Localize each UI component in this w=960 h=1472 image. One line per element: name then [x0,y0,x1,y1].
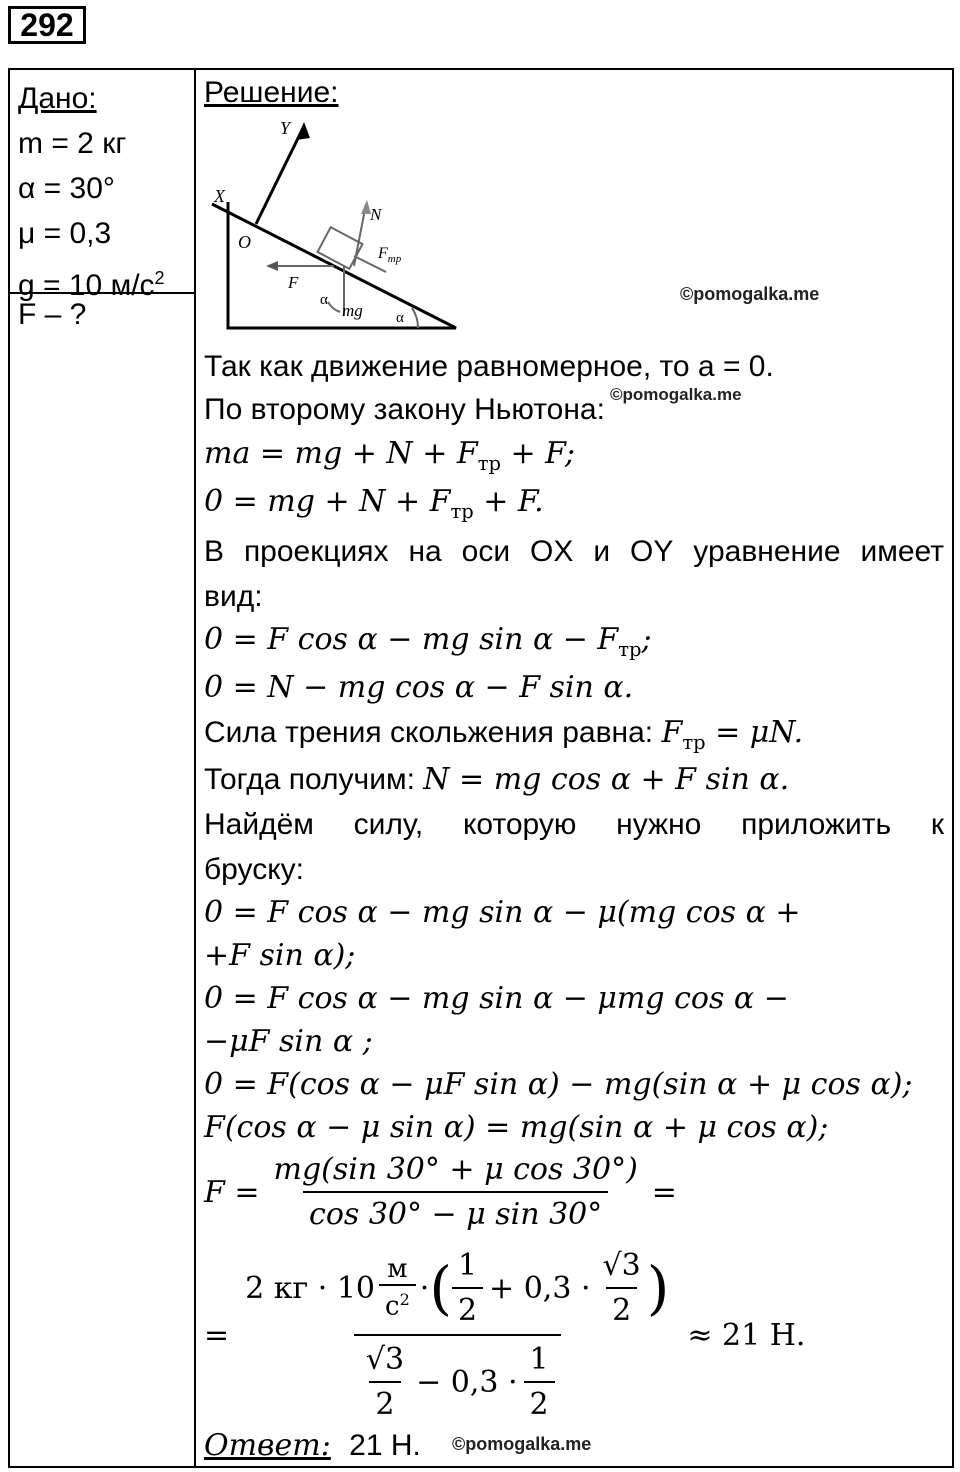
solution-line-6b: бруску: [204,853,304,886]
watermark-2: ©pomogalka.me [610,385,742,404]
label-mg: mg [342,301,363,320]
label-n: N [370,205,382,224]
given-title: Дано: [18,82,97,115]
y-axis-line [256,126,304,224]
given-friction: μ = 0,3 [18,217,112,250]
y-axis-arrow [296,122,310,140]
equation-8: F(cos α − μ sin α) = mg(sin α + μ cos α); [204,1110,829,1145]
equation-7: 0 = F(cos α − μF sin α) − mg(sin α + μ cos α); [204,1067,913,1102]
label-y: Y [280,118,291,138]
label-alpha-1: α [320,292,328,308]
angle-arc-2 [328,302,340,312]
solution-title: Решение: [204,76,339,109]
equation-3: 0 = F cos α − mg $\sin \alpha - F_{тр}$; [204,622,652,661]
equation-6b: −μF sin α ; [204,1024,373,1059]
label-o: O [238,232,251,252]
watermark-1: ©pomogalka.me [680,284,820,304]
solution-line-4: Сила трения скольжения равна: $F_{тр} = \mu N$. [204,715,804,754]
problem-number: 292 [8,6,86,44]
given-mass: m = 2 кг [18,127,127,160]
solution-line-1: Так как движение равномерное, то a = 0. [204,350,774,383]
given-angle: α = 30° [18,172,115,205]
given-block [18,76,165,308]
equation-5a: 0 = F cos α − mg sin α − μ(mg cos α + [204,895,801,930]
answer-line: Ответ: 21 Н. [204,1428,421,1463]
equation-1: ma = mg + $N + F_{тр} + F$; [204,436,576,475]
equation-9: F = $\frac{\text{mg(sin 30° + μ cos 30°)}}{\text{cos 30° − μ sin 30°}}$ = [204,1152,677,1232]
label-ftr: $F_{тр}$ [378,245,402,265]
incline-diagram [204,116,464,336]
solution-line-6: Найдём силу, которую нужно приложить к [204,808,944,841]
label-x: X [214,186,225,206]
label-alpha-2: α [396,310,404,326]
equation-4: 0 = N − mg cos α − F sin α. [204,670,634,705]
solution-line-3b: вид: [204,580,263,613]
solution-line-5: Тогда получим: N = mg cos α + F sin α. [204,762,790,797]
equation-2: 0 = mg + $N + F_{тр} + F$. [204,484,544,523]
equation-10: = 2 кг · 10 $\frac{м}{с^2}$ · ( $\frac{1}{2}$ + 0,3 · $\frac{√3}{2}$ ) $\frac{√3}{2}$ − 0,3 · $\frac{1}{2}$ ≈ 21 Н. [204,1248,806,1422]
label-f: F [288,273,299,292]
force-arrow [266,261,278,271]
angle-arc [412,308,418,328]
fraction-main: $\frac{\text{mg(sin 30° + μ cos 30°)}}{\text{cos 30° − μ sin 30°}}$ [273,1152,638,1232]
fraction-numeric: 2 кг · 10 $\frac{м}{с^2}$ · ( $\frac{1}{2}$ + 0,3 · $\frac{√3}{2}$ ) $\frac{√3}{2}$ − 0,3 · $\frac{1}{2}$ [245,1248,670,1422]
given-gravity: g = 10 $м/с^2$ [18,268,165,302]
column-divider [194,68,196,1468]
solution-line-3: В проекциях на оси OX и OY уравнение имеет [204,535,944,568]
watermark-3: ©pomogalka.me [452,1434,592,1454]
equation-5b: +F sin α); [204,938,356,973]
find-text: F – ? [18,298,87,331]
solution-line-2: По второму закону Ньютона: [204,393,605,426]
equation-6a: 0 = F cos α − mg sin α − μmg cos α − [204,981,789,1016]
